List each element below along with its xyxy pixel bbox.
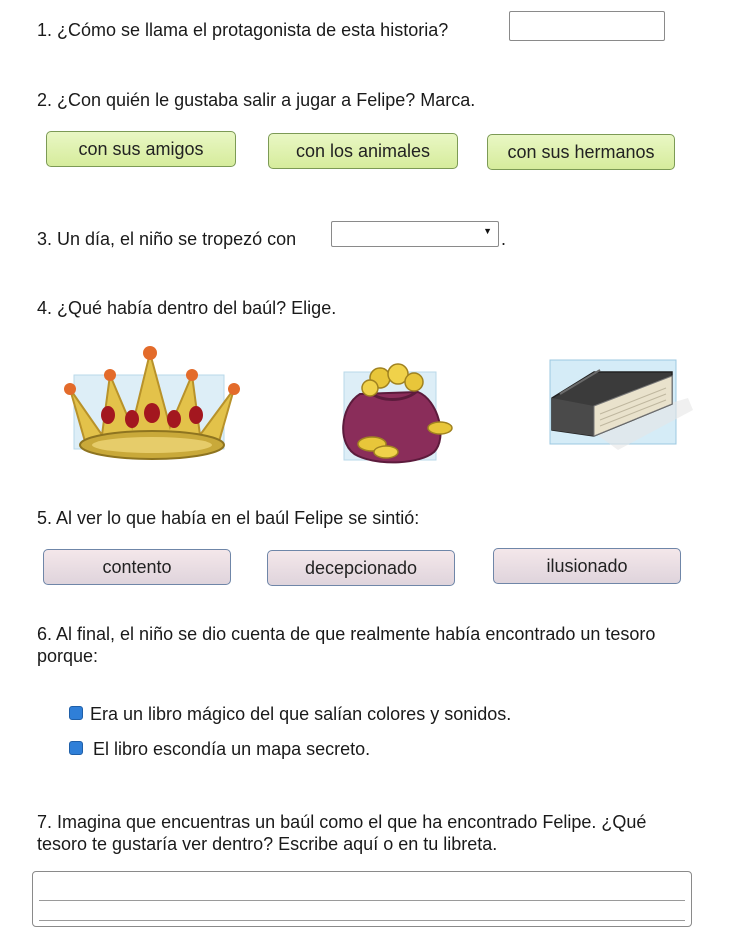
- coin-bag-icon[interactable]: [330, 356, 460, 468]
- question-2-text: 2. ¿Con quién le gustaba salir a jugar a Felipe? Marca.: [37, 90, 476, 110]
- crown-icon[interactable]: [52, 345, 250, 467]
- option-con-sus-hermanos[interactable]: con sus hermanos: [487, 134, 675, 170]
- option-libro-magico: Era un libro mágico del que salían colores y sonidos.: [90, 704, 512, 724]
- question-6-text: 6. Al final, el niño se dio cuenta de que realmente había encontrado un tesoro porque:: [37, 624, 656, 666]
- chevron-down-icon: ▼: [483, 226, 492, 236]
- answer-line: [39, 900, 685, 901]
- question-3-text: 3. Un día, el niño se tropezó con: [37, 229, 297, 249]
- book-icon[interactable]: [548, 358, 693, 458]
- option-decepcionado[interactable]: decepcionado: [267, 550, 455, 586]
- question-3-period: .: [501, 229, 507, 249]
- question-1-text: 1. ¿Cómo se llama el protagonista de esta historia?: [37, 20, 449, 40]
- treasure-answer-textarea[interactable]: [32, 871, 692, 927]
- option-con-sus-amigos[interactable]: con sus amigos: [46, 131, 236, 167]
- checkbox-option-2[interactable]: [69, 741, 83, 755]
- answer-line: [39, 920, 685, 921]
- option-con-los-animales[interactable]: con los animales: [268, 133, 458, 169]
- option-mapa-secreto: El libro escondía un mapa secreto.: [93, 739, 371, 759]
- question-5-text: 5. Al ver lo que había en el baúl Felipe se sintió:: [37, 508, 420, 528]
- protagonist-name-input[interactable]: [509, 11, 665, 41]
- checkbox-option-1[interactable]: [69, 706, 83, 720]
- question-7-text: 7. Imagina que encuentras un baúl como el que ha encontrado Felipe. ¿Qué tesoro te gustaría ver dentro? Escribe aquí o en tu libreta.: [37, 812, 647, 854]
- option-ilusionado[interactable]: ilusionado: [493, 548, 681, 584]
- tropezo-select[interactable]: [331, 221, 499, 247]
- option-contento[interactable]: contento: [43, 549, 231, 585]
- question-4-text: 4. ¿Qué había dentro del baúl? Elige.: [37, 298, 337, 318]
